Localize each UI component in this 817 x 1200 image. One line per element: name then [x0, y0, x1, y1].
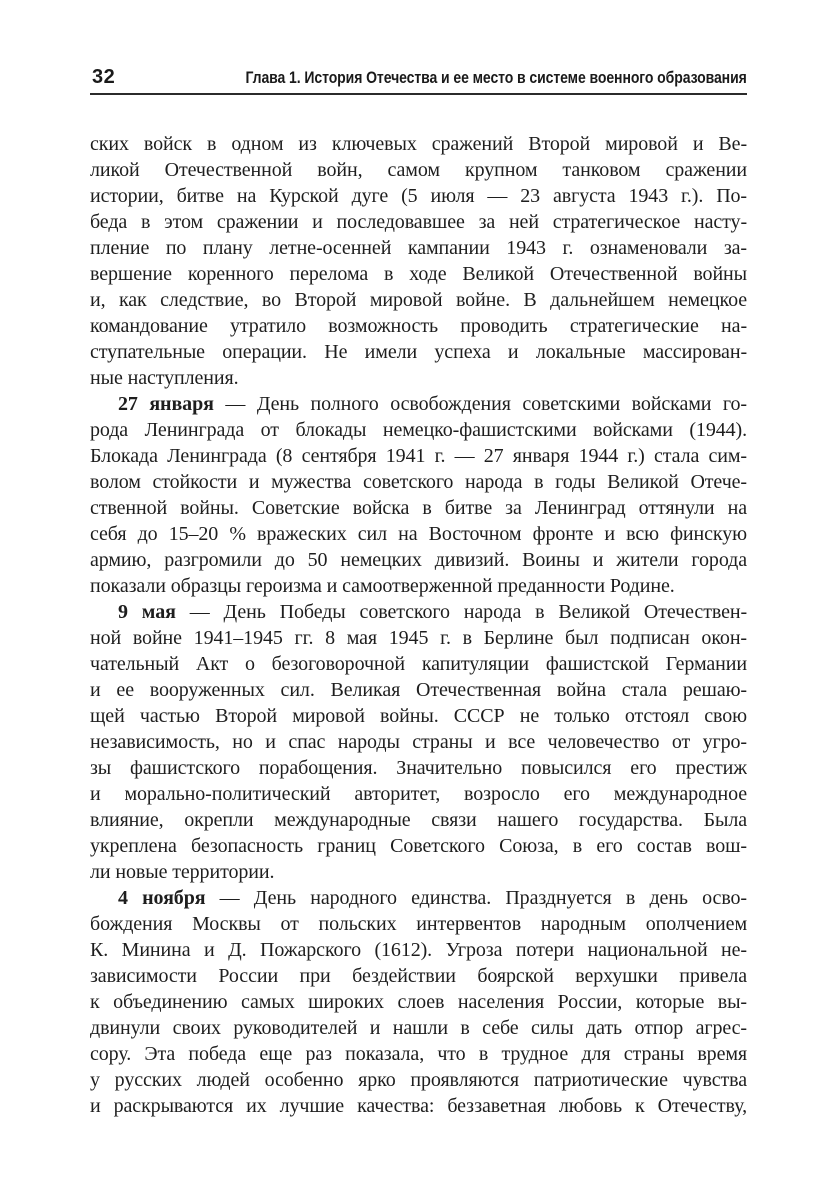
text-line: и ее вооруженных сил. Великая Отечественная война стала решаю-: [90, 679, 747, 701]
text-line: ли новые территории.: [90, 861, 275, 883]
date-heading: 9 мая: [118, 601, 176, 623]
text-line: бождения Москвы от польских интервентов народным ополчением: [90, 913, 747, 935]
text-line: ских войск в одном из ключевых сражений Второй мировой и Ве-: [90, 133, 747, 155]
page-body: [90, 131, 747, 1119]
text-line: двинули своих руководителей и нашли в себе силы дать отпор агрес-: [90, 1017, 747, 1039]
text-line: зависимости России при бездействии боярской верхушки привела: [90, 965, 747, 987]
text-line: ликой Отечественной войн, самом крупном танковом сражении: [90, 159, 747, 181]
text-line: К. Минина и Д. Пожарского (1612). Угроза потери национальной не-: [90, 939, 747, 961]
text-line: к объединению самых широких слоев населения России, которые вы-: [90, 991, 747, 1013]
text-line: и морально-политический авторитет, возросло его международное: [90, 783, 747, 805]
text-line: [90, 599, 747, 625]
text-line: щей частью Второй мировой войны. СССР не только отстоял свою: [90, 705, 747, 727]
text-line: Блокада Ленинграда (8 сентября 1941 г. — 27 января 1944 г.) стала сим-: [90, 445, 747, 467]
text-line: ной войне 1941–1945 гг. 8 мая 1945 г. в Берлине был подписан окон-: [90, 627, 747, 649]
text-line: [90, 885, 747, 911]
page-number: 32: [92, 66, 116, 88]
text-line: у русских людей особенно ярко проявляются патриотические чувства: [90, 1069, 747, 1091]
text-line: ные наступления.: [90, 367, 239, 389]
page-header: [90, 0, 747, 95]
text-line: ственной войны. Советские войска в битве за Ленинград оттянули на: [90, 497, 747, 519]
text-run: — День полного освобождения советскими войсками го-: [225, 393, 747, 415]
paragraph: [90, 885, 747, 1119]
text-line: и раскрываются их лучшие качества: беззаветная любовь к Отечеству,: [90, 1095, 747, 1117]
text-line: [90, 391, 747, 417]
text-run: — День Победы советского народа в Великой Отечествен-: [189, 601, 747, 623]
text-line: вершение коренного перелома в ходе Великой Отечественной войны: [90, 263, 747, 285]
text-line: зы фашистского порабощения. Значительно повысился его престиж: [90, 757, 747, 779]
text-line: показали образцы героизма и самоотверженной преданности Родине.: [90, 575, 675, 597]
paragraph: [90, 131, 747, 391]
text-line: чательный Акт о безоговорочной капитуляции фашистской Германии: [90, 653, 747, 675]
date-heading: 4 ноября: [118, 887, 206, 909]
text-line: армию, разгромили до 50 немецких дивизий. Воины и жители города: [90, 549, 747, 571]
text-line: истории, битве на Курской дуге (5 июля — 23 августа 1943 г.). По-: [90, 185, 747, 207]
text-line: рода Ленинграда от блокады немецко-фашистскими войсками (1944).: [90, 419, 747, 441]
text-line: пление по плану летне-осенней кампании 1943 г. ознаменовали за-: [90, 237, 747, 259]
text-line: командование утратило возможность проводить стратегические на-: [90, 315, 747, 337]
text-line: независимость, но и спас народы страны и все человечество от угро-: [90, 731, 747, 753]
paragraph: [90, 391, 747, 599]
text-column: [90, 0, 747, 1119]
text-line: влияние, окрепли международные связи нашего государства. Была: [90, 809, 747, 831]
text-line: себя до 15–20 % вражеских сил на Восточном фронте и всю финскую: [90, 523, 747, 545]
text-line: сору. Эта победа еще раз показала, что в трудное для страны время: [90, 1043, 747, 1065]
text-line: волом стойкости и мужества советского народа в годы Великой Отече-: [90, 471, 747, 493]
text-line: беда в этом сражении и последовавшее за ней стратегическое насту-: [90, 211, 747, 233]
text-line: ступательные операции. Не имели успеха и локальные массирован-: [90, 341, 747, 363]
text-line: укреплена безопасность границ Советского Союза, в его состав вош-: [90, 835, 747, 857]
chapter-header-title: Глава 1. История Отечества и ее место в системе военного образования: [245, 69, 747, 87]
text-run: — День народного единства. Празднуется в день осво-: [219, 887, 747, 909]
date-heading: 27 января: [118, 393, 214, 415]
text-line: и, как следствие, во Второй мировой войне. В дальнейшем немецкое: [90, 289, 747, 311]
paragraph: [90, 599, 747, 885]
